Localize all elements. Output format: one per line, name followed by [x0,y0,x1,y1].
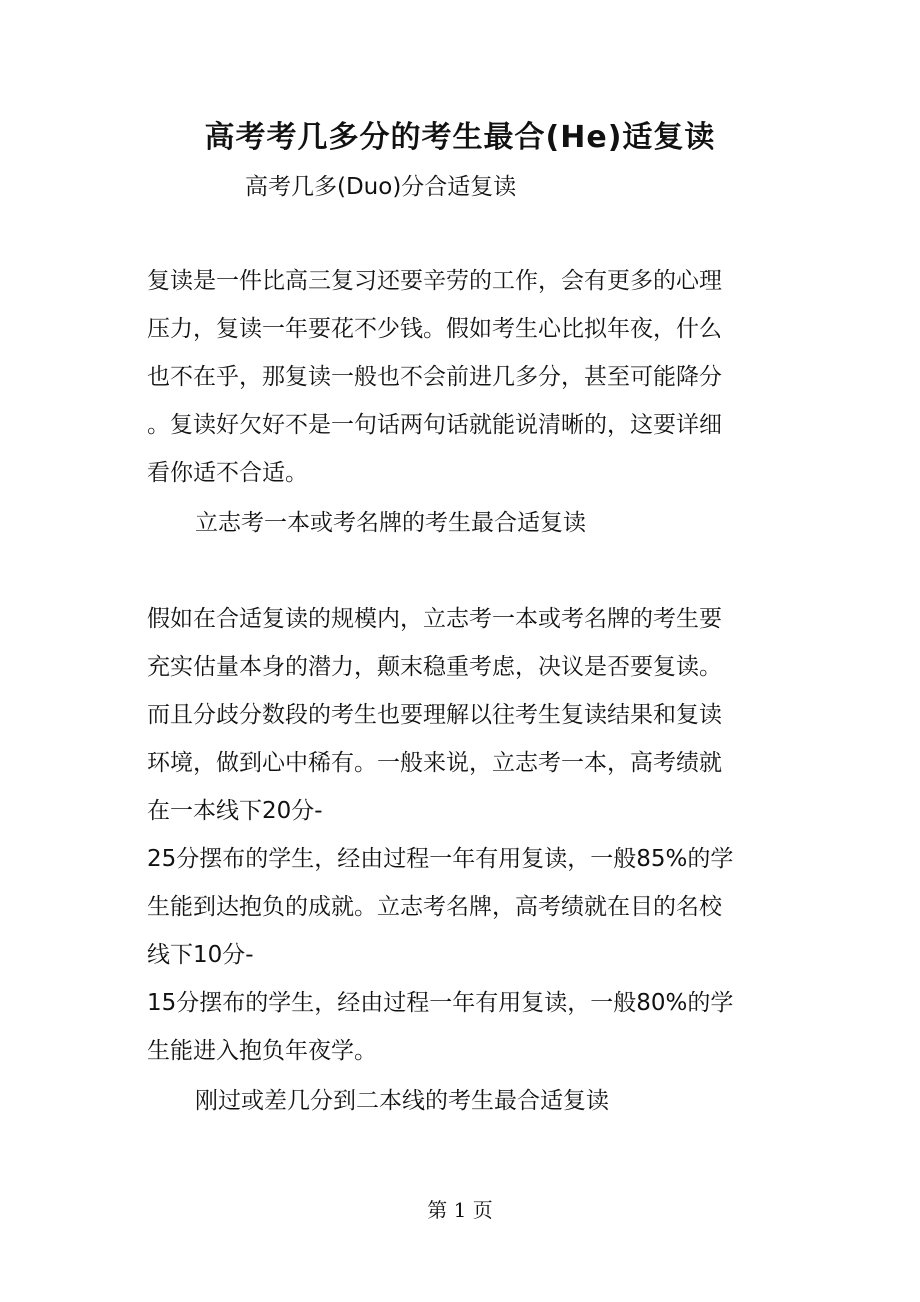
paragraph-line: 看你适不合适。 [147,460,308,486]
paragraph-line: 而且分歧分数段的考生也要理解以往考生复读结果和复读 [147,702,722,728]
paragraph-line: 在一本线下20分- [147,798,323,824]
paragraph-line: 充实估量本身的潜力，颠末稳重考虑，决议是否要复读。 [147,654,722,680]
paragraph-line: 25分摆布的学生，经由过程一年有用复读，一般85%的学 [147,846,734,872]
section-heading-2: 刚过或差几分到二本线的考生最合适复读 [195,1088,609,1114]
section-heading-1: 立志考一本或考名牌的考生最合适复读 [195,510,586,536]
document-subtitle: 高考几多(Duo)分合适复读 [245,174,517,200]
paragraph-line: 15分摆布的学生，经由过程一年有用复读，一般80%的学 [147,990,734,1016]
paragraph-line: 生能进入抱负年夜学。 [147,1038,377,1064]
document-title: 高考考几多分的考生最合(He)适复读 [204,120,716,155]
paragraph-line: 。复读好欠好不是一句话两句话就能说清晰的，这要详细 [147,412,722,438]
paragraph-line: 线下10分- [147,942,254,968]
paragraph-line: 也不在乎，那复读一般也不会前进几多分，甚至可能降分 [147,364,722,390]
paragraph-line: 假如在合适复读的规模内，立志考一本或考名牌的考生要 [147,606,722,632]
paragraph-line: 环境，做到心中稀有。一般来说，立志考一本，高考绩就 [147,750,722,776]
page-number: 第 1 页 [427,1198,493,1222]
paragraph-line: 生能到达抱负的成就。立志考名牌，高考绩就在目的名校 [147,894,722,920]
paragraph-line: 复读是一件比高三复习还要辛劳的工作，会有更多的心理 [147,268,722,294]
paragraph-line: 压力，复读一年要花不少钱。假如考生心比拟年夜，什么 [147,316,722,342]
